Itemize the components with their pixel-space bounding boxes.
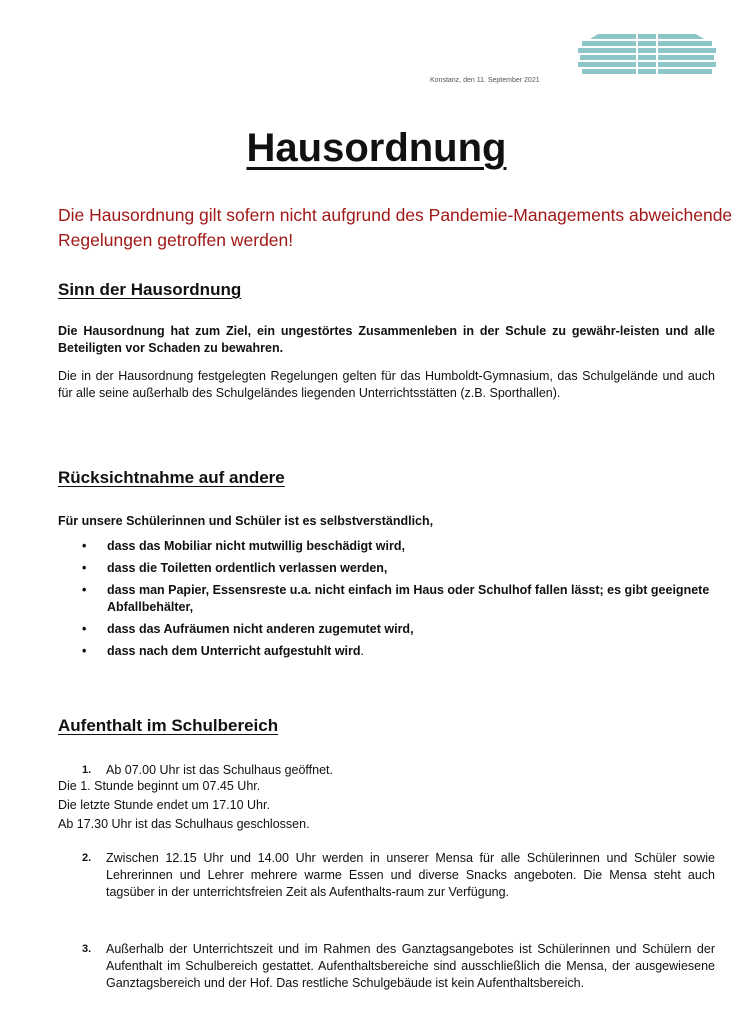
stay-line: Die 1. Stunde beginnt um 07.45 Uhr. bbox=[58, 779, 261, 793]
consideration-list bbox=[82, 538, 722, 665]
section-heading-purpose: Sinn der Hausordnung bbox=[58, 280, 242, 299]
stay-line: Die letzte Stunde endet um 17.10 Uhr. bbox=[58, 798, 270, 812]
consideration-intro: Für unsere Schülerinnen und Schüler ist es selbstverständlich, bbox=[58, 514, 434, 528]
stay-item-1: 1. Ab 07.00 Uhr ist das Schulhaus geöffnet. bbox=[82, 763, 334, 777]
list-item: • dass das Aufräumen nicht anderen zugemutet wird, bbox=[82, 621, 722, 638]
stay-item-3: 3. Außerhalb der Unterrichtszeit und im Rahmen des Ganztagsangebotes ist Schülerinnen und Schülern der Aufenthalt im Schulbereich gestattet. Aufenthaltsbereiche sind ausschließlich die Mensa, der ausgewiesene Ganztagsbereich und der Hof. Das restliche Schulgebäude ist kein Aufenthaltsbereich. bbox=[82, 942, 715, 990]
purpose-bold-paragraph: Die Hausordnung hat zum Ziel, ein ungestörtes Zusammenleben in der Schule zu gewähr-leisten und alle Beteiligten vor Schaden zu bewahren. bbox=[58, 324, 715, 355]
list-item: • dass das Mobiliar nicht mutwillig beschädigt wird, bbox=[82, 538, 722, 555]
purpose-paragraph: Die in der Hausordnung festgelegten Regelungen gelten für das Humboldt-Gymnasium, das Schulgelände und auch für alle seine außerhalb des Schulgeländes liegenden Unterrichtsstätten (z.B. Sporthallen). bbox=[58, 369, 715, 400]
list-item: • dass die Toiletten ordentlich verlassen werden, bbox=[82, 560, 722, 577]
pandemic-notice: Die Hausordnung gilt sofern nicht aufgrund des Pandemie-Managements abweichende Regelungen getroffen werden! bbox=[58, 205, 733, 250]
list-item: • dass man Papier, Essensreste u.a. nicht einfach im Haus oder Schulhof fallen lässt; es gibt geeignete Abfallbehälter, bbox=[82, 582, 722, 616]
stay-item-2: 2. Zwischen 12.15 Uhr und 14.00 Uhr werden in unserer Mensa für alle Schülerinnen und Schüler sowie Lehrerinnen und Lehrer mehrere warme Essen und diverse Snacks angeboten. Die Mensa steht auch tagsüber in der unterrichtsfreien Zeit als Aufenthalts-raum zur Verfügung. bbox=[82, 851, 715, 899]
section-heading-consideration: Rücksichtnahme auf andere bbox=[58, 468, 285, 487]
section-heading-stay: Aufenthalt im Schulbereich bbox=[58, 716, 279, 735]
list-item: • dass nach dem Unterricht aufgestuhlt wird. bbox=[82, 643, 722, 660]
school-logo bbox=[578, 30, 716, 74]
page-title: Hausordnung bbox=[246, 126, 507, 170]
stay-line: Ab 17.30 Uhr ist das Schulhaus geschlossen. bbox=[58, 817, 310, 831]
document-date: Konstanz, den 11. September 2021 bbox=[430, 77, 540, 84]
